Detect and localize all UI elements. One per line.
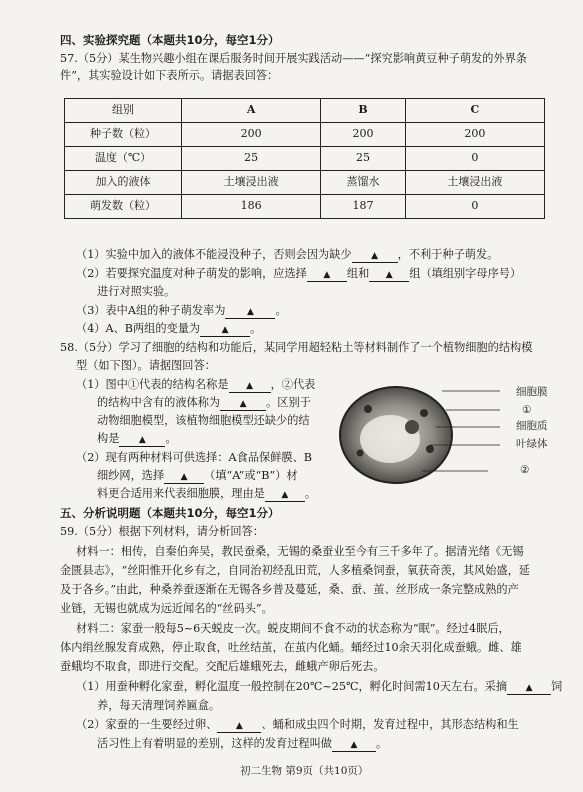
table-cell: 土壤浸出液 (405, 171, 544, 195)
q58-sub1-line3: 动物细胞模型，该植物细胞模型还缺少的结 (97, 414, 310, 427)
answer-blank[interactable]: ▲ (229, 378, 271, 393)
chloroplast-dot (364, 405, 372, 413)
table-row (65, 195, 545, 219)
answer-blank[interactable]: ▲ (220, 396, 266, 411)
q58-sub2-line1: （2）现有两种材料可供选择：A食品保鲜膜、B (76, 451, 312, 464)
chloroplast-dot (420, 409, 428, 417)
label-cytoplasm: 细胞质 (516, 420, 548, 432)
table-cell: 25 (321, 147, 406, 171)
table-header-cell: C (405, 99, 544, 123)
q58-stem-line1: 58.（5分）学习了细胞的结构和功能后，某同学用超轻粘土等材料制作了一个植物细胞的结构模 (60, 341, 533, 354)
q59-sub1-line2: 养，每天清理饲养匾盒。 (97, 699, 221, 712)
q58-sub1-line4: 构是 ▲ 。 (97, 432, 177, 445)
table-row (65, 171, 545, 195)
table-cell: 25 (182, 147, 321, 171)
q57-sub2: （2）若要探究温度对种子萌发的影响，应选择 ▲ 组和 ▲ 组（填组别字母序号） (76, 267, 522, 280)
table-cell: 0 (405, 195, 544, 219)
q58-sub2-line2: 细纱网，选择 ▲ （填“A”或“B”）材 (97, 469, 298, 482)
table-cell: 186 (182, 195, 321, 219)
table-header-cell: 组别 (65, 99, 182, 123)
answer-blank[interactable]: ▲ (352, 248, 398, 263)
answer-blank[interactable]: ▲ (265, 487, 305, 502)
section-heading-4: 四、实验探究题（本题共10分，每空1分） (60, 33, 280, 47)
q58-sub1-line1: （1）图中①代表的结构名称是 ▲ ，②代表 (76, 378, 316, 391)
q57-sub4: （4）A、B两组的变量为 ▲ 。 (76, 322, 262, 335)
label-structure-2: ② (520, 464, 530, 476)
label-structure-1: ① (522, 404, 532, 416)
table-header-cell: A (182, 99, 321, 123)
q59-material2-line1: 材料二：家蚕一般每5~6天蜕皮一次。蜕皮期间不食不动的状态称为“眠”。经过4眠后， (76, 622, 510, 635)
q58-sub2-line3: 料更合适用来代表细胞膜，理由是 ▲ 。 (97, 487, 317, 500)
answer-blank[interactable]: ▲ (225, 304, 275, 319)
q59-sub2-line2: 活习性上有着明显的差别，这样的发育过程叫做 ▲ 。 (97, 737, 388, 750)
q59-material2-line2: 体内绢丝腺发育成熟，停止取食，吐丝结茧，在茧内化蛹。蛹经过10余天羽化成蚕蛾。雌、雄 (60, 641, 522, 654)
table-cell: 200 (405, 123, 544, 147)
table-cell: 200 (321, 123, 406, 147)
section-heading-5: 五、分析说明题（本题共10分，每空1分） (60, 506, 280, 520)
q57-sub2-cont: 进行对照实验。 (97, 285, 176, 298)
answer-blank[interactable]: ▲ (217, 718, 261, 733)
table-cell: 200 (182, 123, 321, 147)
experiment-table (64, 98, 545, 219)
table-row (65, 123, 545, 147)
q59-sub2-line1: （2）家蚕的一生要经过卵、 ▲ 、蛹和成虫四个时期，发育过程中，其形态结构和生 (76, 718, 519, 731)
q59-stem: 59.（5分）根据下列材料，请分析回答： (60, 525, 264, 538)
q58-stem-line2: 型（如下图）。请据图回答： (76, 359, 216, 372)
answer-blank[interactable]: ▲ (369, 267, 409, 282)
q57-sub1: （1）实验中加入的液体不能浸没种子，否则会因为缺少 ▲ ，不利于种子萌发。 (76, 248, 499, 261)
answer-blank[interactable]: ▲ (200, 322, 250, 337)
answer-blank[interactable]: ▲ (307, 267, 347, 282)
table-cell: 温度（℃） (65, 147, 182, 171)
table-cell: 土壤浸出液 (182, 171, 321, 195)
table-cell: 萌发数（粒） (65, 195, 182, 219)
label-chloroplast: 叶绿体 (516, 438, 548, 450)
table-cell: 蒸馏水 (321, 171, 406, 195)
table-header-cell: B (321, 99, 406, 123)
page-footer: 初二生物 第9页（共10页） (240, 765, 369, 777)
chloroplast-dot (357, 450, 364, 457)
table-header-row (65, 99, 545, 123)
q59-material1-line4: 业链，无锡也就成为远近闻名的“丝码头”。 (60, 602, 273, 615)
q59-material1-line2: 金匮县志》，“丝阳惟开化乡有之，自同治初经乱田荒，人多植桑饲蚕，氧获奇羡，其风始盛，延 (60, 564, 530, 577)
answer-blank[interactable]: ▲ (119, 432, 165, 447)
q59-sub1-line1: （1）用蚕种孵化家蚕，孵化温度一般控制在20℃~25℃，孵化时间需10天左右。采摘 ▲ 饲 (76, 680, 563, 693)
q57-stem-line2: 件”，其实验设计如下表所示。请据表回答： (60, 69, 279, 82)
table-row (65, 147, 545, 171)
q59-material1-line1: 材料一：相传，自秦伯奔吴，教民蚕桑，无锡的桑蚕业至今有三千多年了。据清光绪《无锡 (76, 545, 524, 558)
nucleus-shape (405, 420, 419, 434)
q57-stem-line1: 57.（5分）某生物兴趣小组在课后服务时间开展实践活动——“探究影响黄豆种子萌发的外界条 (60, 52, 527, 65)
table-cell: 种子数（粒） (65, 123, 182, 147)
table-cell: 187 (321, 195, 406, 219)
q59-material2-line3: 蚕蛾均不取食，即进行交配。交配后雄蛾死去，雌蛾产卵后死去。 (60, 660, 385, 673)
q58-sub1-line2: 的结构中含有的液体称为 ▲ 。区别于 (97, 396, 311, 409)
q57-sub3: （3）表中A组的种子萌发率为 ▲ 。 (76, 304, 287, 317)
chloroplast-dot (426, 445, 434, 453)
q59-material1-line3: 及于各乡。”由此，种桑养蚕逐渐在无锡各乡普及蔓延，桑、蚕、茧、丝形成一条完整成熟的产 (60, 583, 519, 596)
answer-blank[interactable]: ▲ (332, 737, 376, 752)
answer-blank[interactable]: ▲ (507, 680, 551, 695)
table-cell: 0 (405, 147, 544, 171)
label-cell-membrane: 细胞膜 (516, 386, 548, 398)
answer-blank[interactable]: ▲ (164, 469, 204, 484)
table-cell: 加入的液体 (65, 171, 182, 195)
plant-cell-model-figure (338, 383, 510, 485)
